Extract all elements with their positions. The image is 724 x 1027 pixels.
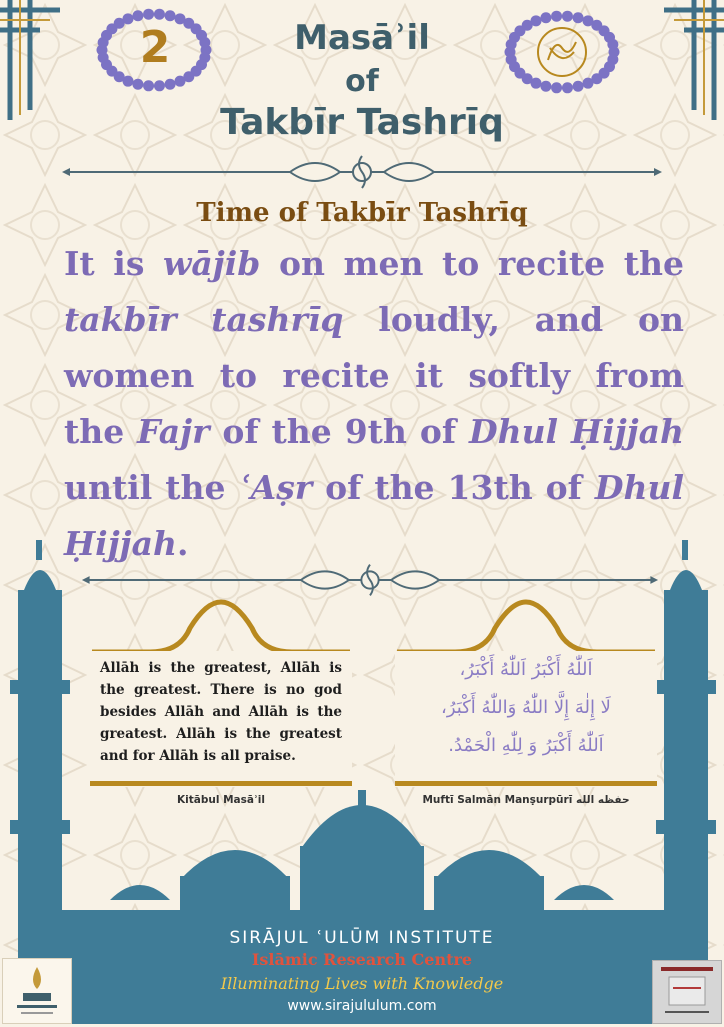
- title-line-2: of: [345, 64, 379, 99]
- bead: [607, 39, 618, 50]
- body-text-run: It is: [64, 244, 163, 283]
- bead: [573, 81, 584, 92]
- body-italic-term: Dhul Ḥijjah: [64, 468, 684, 563]
- footer-tagline: Illuminating Lives with Knowledge: [220, 974, 504, 993]
- bead: [583, 78, 594, 89]
- body-text-run: .: [176, 524, 189, 563]
- section-heading: Time of Takbīr Tashrīq: [196, 198, 528, 228]
- ornament-divider-top: [60, 152, 664, 192]
- bead: [573, 12, 584, 23]
- left-panel-arch: [90, 598, 352, 656]
- bead: [132, 10, 143, 21]
- right-panel: [395, 651, 657, 787]
- body-italic-term: takbīr tashrīq: [64, 300, 344, 339]
- title-line-3: Takbīr Tashrīq: [220, 102, 504, 143]
- source-right: Muftī Salmān Manṣurpūrī حفظه الله: [422, 794, 630, 806]
- corner-frame-left: [0, 0, 80, 130]
- translation-text: Allāh is the greatest, Allāh is the greatest. There is no god besides Allāh and Allāh is the greatest. Allāh is the greatest and for Allāh is all praise.: [100, 660, 342, 764]
- right-panel-arch: [395, 598, 657, 656]
- institute-logo: [2, 958, 72, 1024]
- ruling-text: [64, 236, 684, 572]
- body-italic-term: Fajr: [137, 412, 210, 451]
- body-text-run: on men to recite the: [260, 244, 684, 283]
- left-panel: [90, 651, 352, 787]
- body-italic-term: Dhul Ḥijjah: [468, 412, 684, 451]
- source-left: Kitābul Masāʾil: [177, 794, 265, 806]
- right-panel-underline: [395, 781, 657, 786]
- title-line-1: Masāʾil: [294, 18, 430, 58]
- footer-website[interactable]: www.sirajululum.com: [287, 998, 437, 1014]
- footer-institute: SIRĀJUL ʿULŪM INSTITUTE: [229, 928, 495, 948]
- book-cover-icon: [653, 961, 721, 1023]
- body-italic-term: ʿAṣr: [238, 468, 313, 507]
- research-centre-logo: [652, 960, 722, 1024]
- takbir-arabic-line-3: اَللّٰهُ أَكْبَرُ وَ لِلّٰهِ الْحَمْدُ.: [448, 735, 604, 756]
- takbir-arabic-line-2: لَا إِلٰهَ إِلَّا اللّٰهُ وَاللّٰهُ أَكْبَرُ،: [441, 697, 611, 718]
- body-text-run: until the: [64, 468, 239, 507]
- body-text-run: of the 13th of: [312, 468, 595, 507]
- footer-centre: Islāmic Research Centre: [251, 950, 473, 969]
- body-italic-term: wājib: [163, 244, 261, 283]
- lamp-icon: [3, 959, 71, 1023]
- body-text-run: loudly, and on women to recite it softly from the: [64, 300, 684, 451]
- bead: [132, 79, 143, 90]
- left-panel-underline: [90, 781, 352, 786]
- takbir-arabic-line-1: اَللّٰهُ أَكْبَرُ اَللّٰهُ أَكْبَرُ،: [459, 659, 593, 680]
- body-text-run: of the 9th of: [209, 412, 469, 451]
- corner-frame-right: [644, 0, 724, 130]
- badge-number: 2: [139, 22, 171, 73]
